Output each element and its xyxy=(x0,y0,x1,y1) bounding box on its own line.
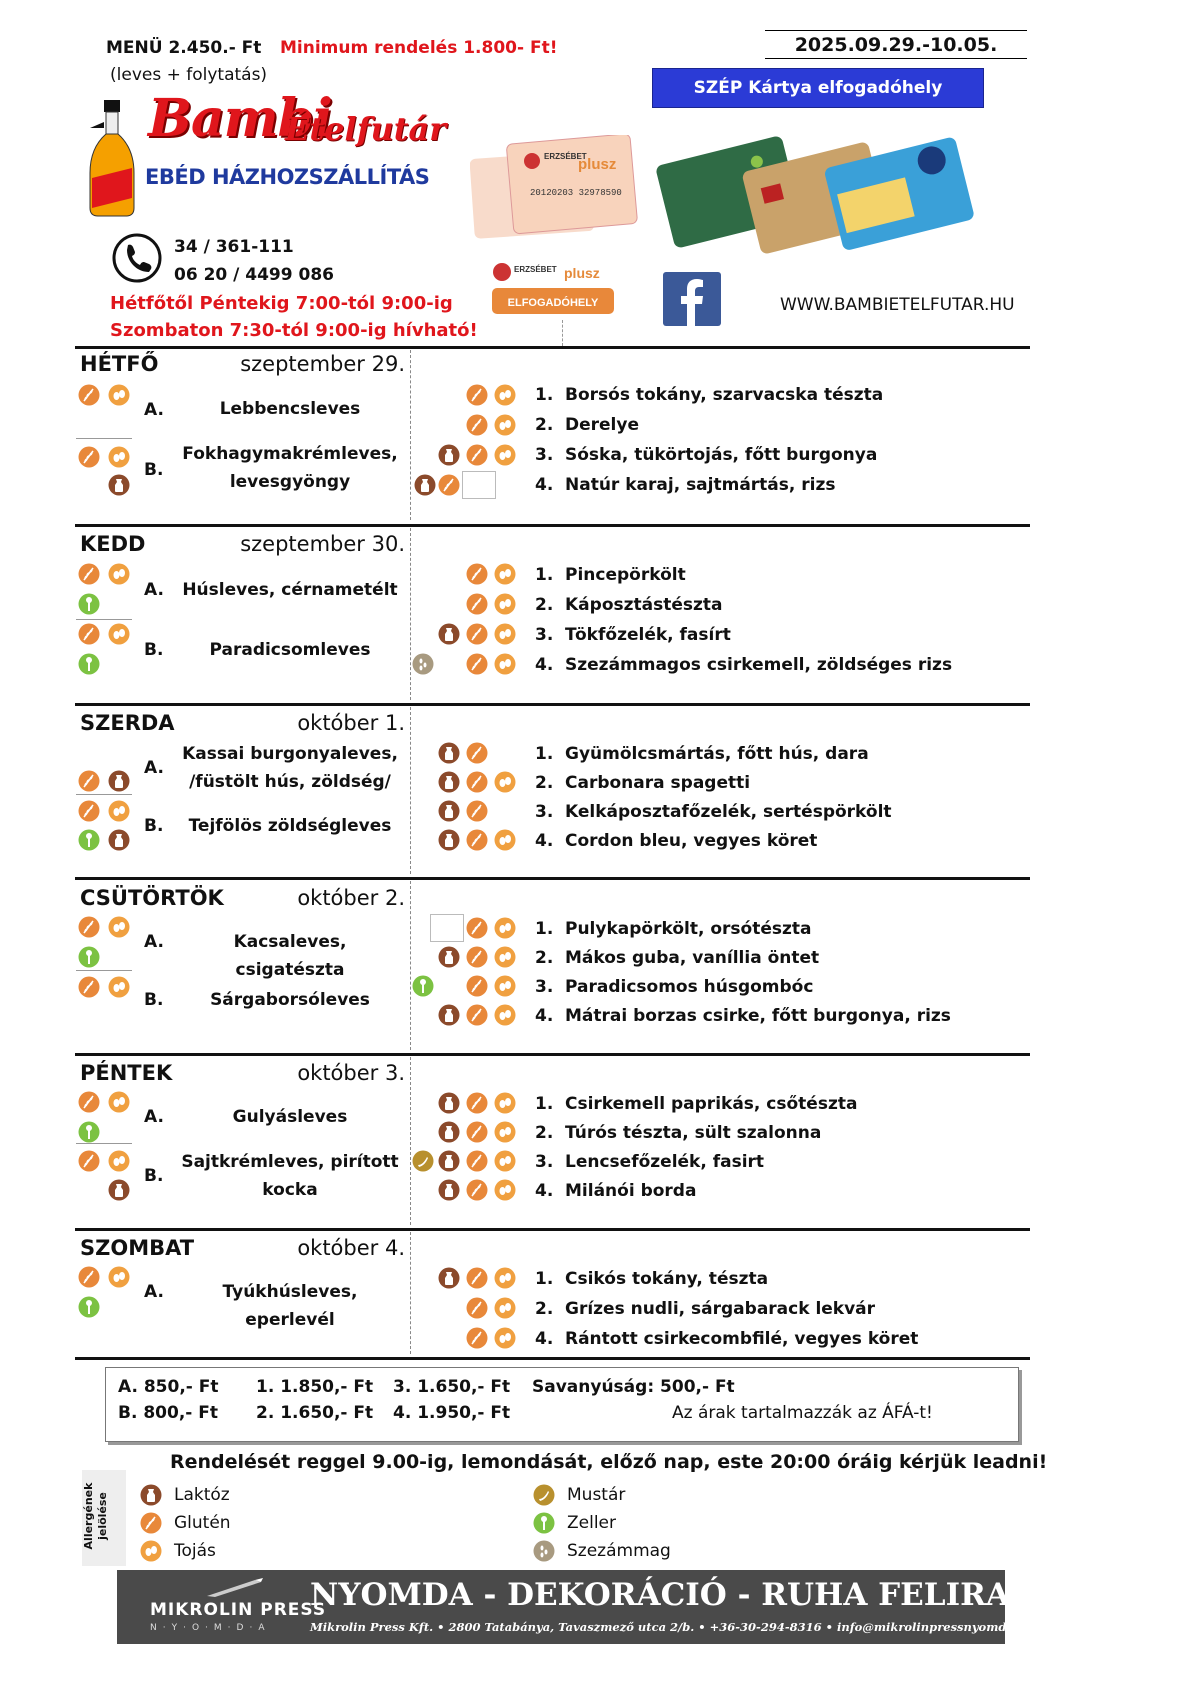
egg-icon xyxy=(494,384,516,406)
main-number: 1. xyxy=(535,919,554,939)
gluten-icon xyxy=(466,742,488,764)
main-dish: Gyümölcsmártás, főtt hús, dara xyxy=(565,744,869,764)
day-date: szeptember 30. xyxy=(240,532,405,556)
soup-name: Fokhagymakrémleves, levesgyöngy xyxy=(182,444,398,492)
lactose-icon xyxy=(438,946,460,968)
celery-icon xyxy=(78,1121,100,1143)
main-dish: Kelkáposztafőzelék, sertéspörkölt xyxy=(565,802,892,822)
egg-icon xyxy=(494,563,516,585)
footer-title: NYOMDA - DEKORÁCIÓ - RUHA FELIRATOZÁS xyxy=(310,1577,1128,1613)
gluten-icon xyxy=(466,1092,488,1114)
egg-icon xyxy=(108,563,130,585)
price-soup-a: A. 850,- Ft xyxy=(118,1377,219,1397)
divider xyxy=(75,346,1030,349)
main-number: 1. xyxy=(535,744,554,764)
soup-letter: B. xyxy=(144,1166,164,1186)
divider xyxy=(75,1228,1030,1231)
gluten-icon xyxy=(78,623,100,645)
gluten-icon xyxy=(466,593,488,615)
gluten-icon xyxy=(466,800,488,822)
gluten-icon xyxy=(466,771,488,793)
main-number: 3. xyxy=(535,977,554,997)
day-date: október 4. xyxy=(297,1236,405,1260)
lactose-icon xyxy=(438,1004,460,1026)
gluten-icon xyxy=(466,653,488,675)
erzsebet-card-image xyxy=(470,135,638,240)
minimum-order: Minimum rendelés 1.800- Ft! xyxy=(280,38,558,58)
main-number: 2. xyxy=(535,415,554,435)
main-number: 4. xyxy=(535,831,554,851)
celery-icon xyxy=(533,1512,555,1534)
day-name-csutortok: CSÜTÖRTÖK xyxy=(80,886,224,910)
egg-icon xyxy=(494,1092,516,1114)
soup-name: Kacsaleves, csigatészta xyxy=(233,932,347,980)
celery-icon xyxy=(412,975,434,997)
gluten-icon xyxy=(466,946,488,968)
main-number: 2. xyxy=(535,948,554,968)
main-number: 4. xyxy=(535,475,554,495)
gluten-icon xyxy=(78,384,100,406)
lactose-icon xyxy=(414,474,436,496)
allergen-sesame: Szezámmag xyxy=(567,1541,671,1561)
gluten-icon xyxy=(78,563,100,585)
day-name-pentek: PÉNTEK xyxy=(80,1061,173,1085)
gluten-icon xyxy=(466,829,488,851)
main-dish: Borsós tokány, szarvacska tészta xyxy=(565,385,884,405)
egg-icon xyxy=(108,1091,130,1113)
main-number: 4. xyxy=(535,1329,554,1349)
price-main-1: 1. 1.850,- Ft xyxy=(256,1377,374,1397)
main-number: 4. xyxy=(535,1006,554,1026)
lactose-icon xyxy=(438,1092,460,1114)
egg-icon xyxy=(108,1150,130,1172)
soup-letter: A. xyxy=(144,1282,164,1302)
logo-subtitle: EBÉD HÁZHOZSZÁLLÍTÁS xyxy=(145,165,430,189)
soup-letter: B. xyxy=(144,640,164,660)
gluten-icon xyxy=(78,916,100,938)
soup-separator xyxy=(76,438,132,439)
column-divider xyxy=(410,1232,412,1354)
celery-icon xyxy=(78,829,100,851)
divider xyxy=(75,703,1030,706)
allergen-gluten: Glutén xyxy=(174,1513,231,1533)
gluten-icon xyxy=(466,1179,488,1201)
soup-separator xyxy=(76,970,132,971)
lactose-icon xyxy=(108,829,130,851)
price-savanyusag: Savanyúság: 500,- Ft xyxy=(532,1377,735,1397)
main-dish: Túrós tészta, sült szalonna xyxy=(565,1123,822,1143)
gluten-icon xyxy=(78,800,100,822)
egg-icon xyxy=(494,1327,516,1349)
footer-info: Mikrolin Press Kft. • 2800 Tatabánya, Tavaszmező utca 2/b. • +36-30-294-8316 • info@mikrolinpressnyomda.hu xyxy=(310,1620,1035,1634)
soup-name: Gulyásleves xyxy=(232,1107,348,1127)
sesame-icon xyxy=(412,653,434,675)
gluten-icon xyxy=(466,1297,488,1319)
gluten-icon xyxy=(466,975,488,997)
gluten-icon xyxy=(466,917,488,939)
gluten-icon xyxy=(78,976,100,998)
erz-card-brand: ERZSÉBET xyxy=(544,152,587,161)
bottle-logo-icon xyxy=(86,98,138,218)
soup-separator xyxy=(76,1143,132,1144)
allergen-egg: Tojás xyxy=(174,1541,216,1561)
menu-note: (leves + folytatás) xyxy=(110,65,268,85)
egg-icon xyxy=(494,1150,516,1172)
main-number: 3. xyxy=(535,1152,554,1172)
footer-logo: MIKROLIN PRESS xyxy=(150,1600,327,1620)
main-dish: Derelye xyxy=(565,415,639,435)
column-divider xyxy=(410,350,412,520)
divider xyxy=(75,1357,1030,1360)
egg-icon xyxy=(494,653,516,675)
order-note: Rendelését reggel 9.00-ig, lemondását, előző nap, este 20:00 óráig kérjük leadni! xyxy=(170,1451,1048,1473)
gluten-icon xyxy=(466,1267,488,1289)
day-date: október 1. xyxy=(297,711,405,735)
footer-logo-sub: N·Y·O·M·D·A xyxy=(150,1623,271,1633)
main-dish: Csirkemell paprikás, csőtészta xyxy=(565,1094,858,1114)
allergen-celery: Zeller xyxy=(567,1513,616,1533)
lactose-icon xyxy=(438,742,460,764)
egg-icon xyxy=(108,1266,130,1288)
egg-icon xyxy=(108,446,130,468)
soup-name: Lebbencsleves xyxy=(219,399,361,419)
egg-icon xyxy=(494,1267,516,1289)
divider xyxy=(75,524,1030,527)
gluten-icon xyxy=(466,623,488,645)
soup-name: Sárgaborsóleves xyxy=(210,990,370,1010)
main-dish: Natúr karaj, sajtmártás, rizs xyxy=(565,475,836,495)
main-number: 4. xyxy=(535,1181,554,1201)
svg-text:plusz: plusz xyxy=(564,265,600,281)
empty-box xyxy=(430,914,464,942)
facebook-icon[interactable] xyxy=(663,272,721,326)
egg-icon xyxy=(494,946,516,968)
egg-icon xyxy=(494,623,516,645)
lactose-icon xyxy=(108,474,130,496)
main-number: 3. xyxy=(535,625,554,645)
soup-separator xyxy=(76,794,132,795)
celery-icon xyxy=(78,946,100,968)
erz-card-number: 20120203 32978590 xyxy=(530,188,622,198)
celery-icon xyxy=(78,653,100,675)
sesame-icon xyxy=(533,1540,555,1562)
main-number: 3. xyxy=(535,802,554,822)
main-dish: Pulykapörkölt, orsótészta xyxy=(565,919,812,939)
soup-name: Sajtkrémleves, pirított kocka xyxy=(181,1152,399,1200)
main-dish: Paradicsomos húsgombóc xyxy=(565,977,814,997)
price-main-4: 4. 1.950,- Ft xyxy=(393,1403,511,1423)
svg-text:ERZSÉBET: ERZSÉBET xyxy=(514,265,557,274)
soup-separator xyxy=(76,619,132,620)
egg-icon xyxy=(494,1297,516,1319)
day-name-hetfo: HÉTFŐ xyxy=(80,352,159,376)
lactose-icon xyxy=(438,1121,460,1143)
egg-icon xyxy=(494,593,516,615)
soup-name: Tyúkhúsleves, eperlevél xyxy=(222,1282,358,1330)
main-number: 2. xyxy=(535,595,554,615)
gluten-icon xyxy=(466,384,488,406)
allergen-title-line1: Allergének xyxy=(82,1482,95,1550)
main-number: 4. xyxy=(535,655,554,675)
phone-number-1: 34 / 361-111 xyxy=(174,237,294,257)
soup-letter: B. xyxy=(144,990,164,1010)
gluten-icon xyxy=(466,444,488,466)
soup-letter: A. xyxy=(144,580,164,600)
main-number: 1. xyxy=(535,565,554,585)
celery-icon xyxy=(78,593,100,615)
main-number: 1. xyxy=(535,1269,554,1289)
main-number: 1. xyxy=(535,1094,554,1114)
gluten-icon xyxy=(466,1150,488,1172)
main-dish: Szezámmagos csirkemell, zöldséges rizs xyxy=(565,655,953,675)
main-dish: Tökfőzelék, fasírt xyxy=(565,625,731,645)
soup-name: Tejfölös zöldségleves xyxy=(188,816,392,836)
lactose-icon xyxy=(438,623,460,645)
main-dish: Milánói borda xyxy=(565,1181,697,1201)
egg-icon xyxy=(494,771,516,793)
day-date: október 2. xyxy=(297,886,405,910)
main-dish: Grízes nudli, sárgabarack lekvár xyxy=(565,1299,876,1319)
day-name-szombat: SZOMBAT xyxy=(80,1236,195,1260)
empty-box xyxy=(462,471,496,499)
divider xyxy=(75,1053,1030,1056)
soup-letter: A. xyxy=(144,758,164,778)
main-dish: Csikós tokány, tészta xyxy=(565,1269,769,1289)
vat-note: Az árak tartalmazzák az ÁFÁ-t! xyxy=(672,1403,933,1423)
hours-weekday: Hétfőtől Péntekig 7:00-tól 9:00-ig xyxy=(110,293,453,314)
main-number: 3. xyxy=(535,445,554,465)
lactose-icon xyxy=(438,1150,460,1172)
date-range: 2025.09.29.-10.05. xyxy=(765,30,1027,59)
main-dish: Káposztástészta xyxy=(565,595,723,615)
allergen-lactose: Laktóz xyxy=(174,1485,230,1505)
lactose-icon xyxy=(438,771,460,793)
gluten-icon xyxy=(78,1266,100,1288)
lactose-icon xyxy=(438,829,460,851)
main-dish: Mákos guba, vaníllia öntet xyxy=(565,948,820,968)
soup-name: Húsleves, cérnametélt xyxy=(182,580,398,600)
day-name-szerda: SZERDA xyxy=(80,711,175,735)
soup-letter: A. xyxy=(144,1107,164,1127)
szep-card-banner: SZÉP Kártya elfogadóhely xyxy=(652,68,984,108)
allergen-title-line2: jelölése xyxy=(96,1492,109,1540)
price-soup-b: B. 800,- Ft xyxy=(118,1403,218,1423)
egg-icon xyxy=(494,1121,516,1143)
price-main-2: 2. 1.650,- Ft xyxy=(256,1403,374,1423)
egg-icon xyxy=(494,829,516,851)
main-dish: Rántott csirkecombfilé, vegyes köret xyxy=(565,1329,919,1349)
gluten-icon xyxy=(466,1327,488,1349)
day-name-kedd: KEDD xyxy=(80,532,146,556)
soup-name: Kassai burgonyaleves, /füstölt hús, zöldség/ xyxy=(182,744,398,792)
allergen-mustard: Mustár xyxy=(567,1485,626,1505)
egg-icon xyxy=(494,1179,516,1201)
egg-icon xyxy=(494,1004,516,1026)
column-divider xyxy=(410,707,412,874)
website-link[interactable]: WWW.BAMBIETELFUTAR.HU xyxy=(780,295,1015,315)
lactose-icon xyxy=(438,800,460,822)
gluten-icon xyxy=(78,1150,100,1172)
phone-number-2: 06 20 / 4499 086 xyxy=(174,265,334,285)
day-date: október 3. xyxy=(297,1061,405,1085)
egg-icon xyxy=(108,976,130,998)
bambi-logo: Bambi xyxy=(148,88,332,149)
hours-saturday: Szombaton 7:30-tól 9:00-ig hívható! xyxy=(110,320,478,341)
phone-icon xyxy=(112,233,162,283)
egg-icon xyxy=(494,444,516,466)
etelfutar-logo: Ételfutár xyxy=(285,110,447,148)
soup-letter: B. xyxy=(144,816,164,836)
soup-name: Paradicsomleves xyxy=(209,640,371,660)
egg-icon xyxy=(140,1540,162,1562)
egg-icon xyxy=(108,800,130,822)
main-dish: Mátrai borzas csirke, főtt burgonya, rizs xyxy=(565,1006,951,1026)
header-divider xyxy=(562,320,563,346)
main-dish: Cordon bleu, vegyes köret xyxy=(565,831,818,851)
divider xyxy=(75,877,1030,880)
lactose-icon xyxy=(140,1484,162,1506)
main-number: 2. xyxy=(535,773,554,793)
soup-letter: A. xyxy=(144,932,164,952)
lactose-icon xyxy=(438,444,460,466)
lactose-icon xyxy=(108,770,130,792)
erz-logo-label: ELFOGADÓHELY xyxy=(507,297,599,309)
egg-icon xyxy=(494,917,516,939)
szep-cards-image xyxy=(655,118,985,258)
column-divider xyxy=(410,1057,412,1225)
price-main-3: 3. 1.650,- Ft xyxy=(393,1377,511,1397)
soup-letter: A. xyxy=(144,400,164,420)
mustard-icon xyxy=(533,1484,555,1506)
menu-price: MENÜ 2.450.- Ft xyxy=(106,38,262,58)
main-number: 2. xyxy=(535,1123,554,1143)
gluten-icon xyxy=(466,414,488,436)
allergen-legend-title xyxy=(82,1470,126,1566)
gluten-icon xyxy=(78,1091,100,1113)
main-dish: Pincepörkölt xyxy=(565,565,686,585)
gluten-icon xyxy=(466,1121,488,1143)
gluten-icon xyxy=(466,1004,488,1026)
gluten-icon xyxy=(78,446,100,468)
column-divider xyxy=(410,881,412,1050)
gluten-icon xyxy=(78,770,100,792)
mustard-icon xyxy=(412,1150,434,1172)
erz-card-plus: plusz xyxy=(578,156,617,173)
celery-icon xyxy=(78,1296,100,1318)
egg-icon xyxy=(494,414,516,436)
pen-icon xyxy=(205,1576,265,1598)
gluten-icon xyxy=(438,474,460,496)
egg-icon xyxy=(108,384,130,406)
main-number: 1. xyxy=(535,385,554,405)
main-dish: Lencsefőzelék, fasirt xyxy=(565,1152,765,1172)
main-number: 2. xyxy=(535,1299,554,1319)
lactose-icon xyxy=(438,1179,460,1201)
main-dish: Carbonara spagetti xyxy=(565,773,751,793)
erzsebet-acceptance-logo xyxy=(488,260,616,318)
soup-letter: B. xyxy=(144,460,164,480)
egg-icon xyxy=(108,916,130,938)
egg-icon xyxy=(494,975,516,997)
lactose-icon xyxy=(438,1267,460,1289)
lactose-icon xyxy=(108,1179,130,1201)
gluten-icon xyxy=(466,563,488,585)
main-dish: Sóska, tükörtojás, főtt burgonya xyxy=(565,445,878,465)
day-date: szeptember 29. xyxy=(240,352,405,376)
gluten-icon xyxy=(140,1512,162,1534)
egg-icon xyxy=(108,623,130,645)
